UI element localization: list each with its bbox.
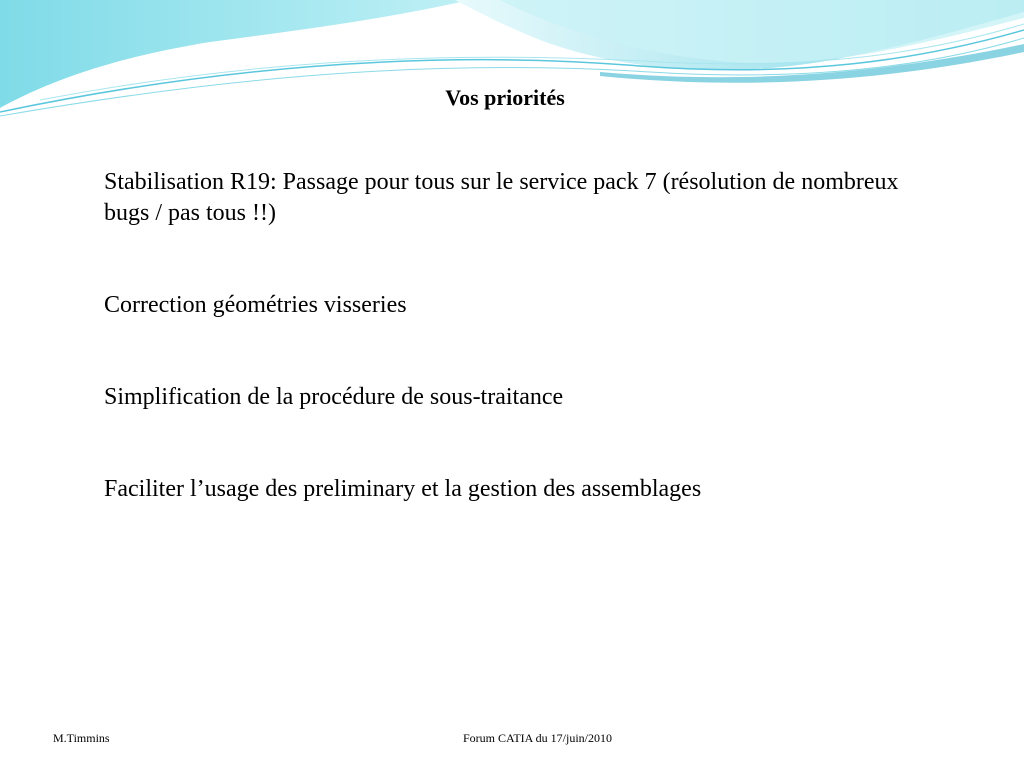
slide-title: Vos priorités — [445, 85, 565, 110]
bullet-item-stabilisation: Stabilisation R19: Passage pour tous sur le service pack 7 (résolution de nombreux bugs / pas tous !!) — [104, 169, 899, 226]
bullet-item-faciliter: Faciliter l’usage des preliminary et la gestion des assemblages — [104, 476, 702, 502]
footer-event: Forum CATIA du 17/juin/2010 — [463, 731, 613, 745]
bullet-item-simplification: Simplification de la procédure de sous-traitance — [104, 384, 564, 410]
footer-author: M.Timmins — [53, 731, 110, 745]
bullet-item-correction: Correction géométries visseries — [104, 292, 407, 318]
